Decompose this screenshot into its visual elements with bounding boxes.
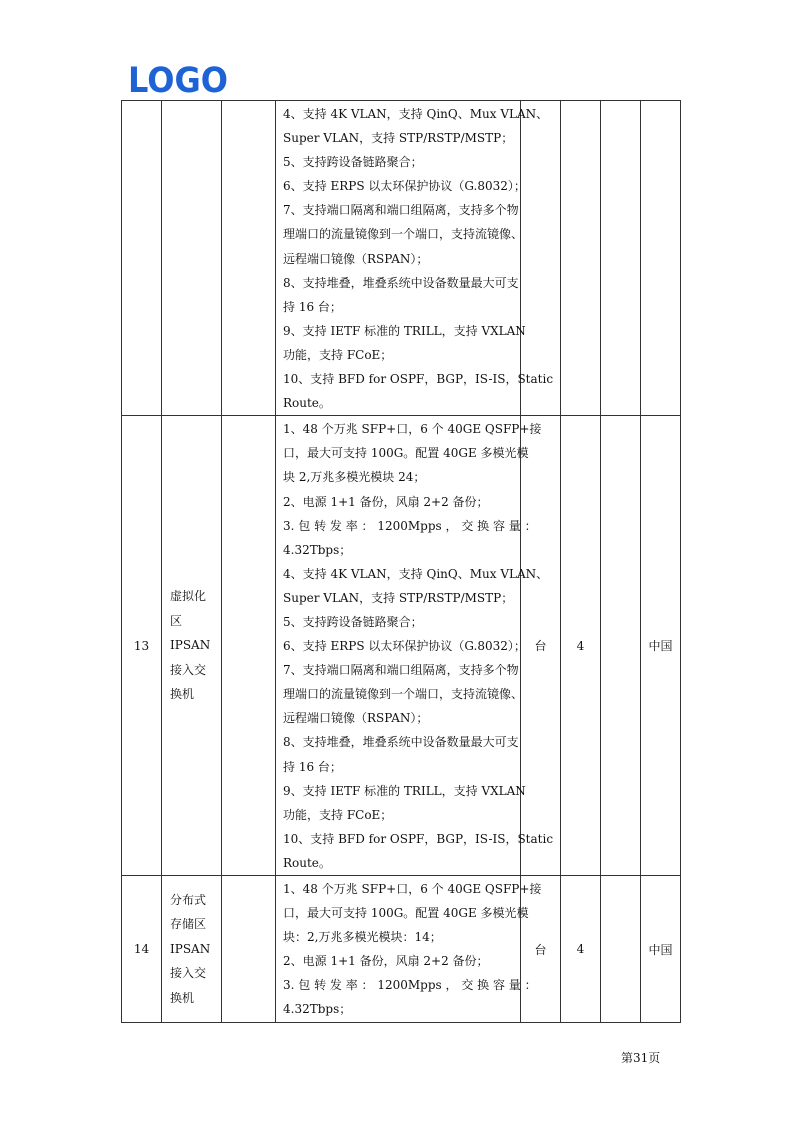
unit-cell: 台 bbox=[521, 876, 561, 1023]
spec-line: 块：2,万兆多模光模块：14； bbox=[283, 930, 442, 945]
logo bbox=[128, 61, 230, 101]
origin-cell: 中国 bbox=[641, 416, 681, 876]
spec-line: 4.32Tbps； bbox=[283, 542, 352, 557]
spec-line: 4、支持 4K VLAN，支持 QinQ、Mux VLAN、 bbox=[283, 107, 549, 121]
spec-line: 1、48 个万兆 SFP+口，6 个 40GE QSFP+接 bbox=[283, 422, 542, 437]
spec-line: 7、支持端口隔离和端口组隔离，支持多个物 bbox=[283, 663, 519, 678]
svg-text:LOGO: LOGO bbox=[128, 61, 228, 101]
spec-line: 2、电源 1+1 备份，风扇 2+2 备份； bbox=[283, 494, 489, 509]
brand-cell bbox=[222, 416, 276, 876]
spec-line: 4.32Tbps； bbox=[283, 1002, 352, 1017]
spec-line: 块 2,万兆多模光模块 24； bbox=[283, 470, 426, 485]
spec-line: 6、支持 ERPS 以太环保护协议（G.8032）； bbox=[283, 179, 526, 194]
unit-cell: 台 bbox=[521, 416, 561, 876]
spec-line: 7、支持端口隔离和端口组隔离，支持多个物 bbox=[283, 203, 519, 218]
spec-line: 3. 包 转 发 率 ： 1200Mpps ， 交 换 容 量 ： bbox=[283, 518, 537, 533]
spec-description-cell bbox=[276, 416, 554, 876]
spec-line: 持 16 台； bbox=[283, 759, 342, 774]
quantity-cell: 4 bbox=[561, 876, 601, 1023]
spec-line: 理端口的流量镜像到一个端口，支持流镜像、 bbox=[283, 227, 524, 242]
price-cell bbox=[601, 876, 641, 1023]
spec-line: 3. 包 转 发 率 ： 1200Mpps ， 交 换 容 量 ： bbox=[283, 978, 537, 993]
spec-line: 4、支持 4K VLAN，支持 QinQ、Mux VLAN、 bbox=[283, 566, 549, 581]
quantity-cell: 4 bbox=[561, 416, 601, 876]
item-name-line: IPSAN bbox=[170, 941, 211, 956]
quantity-cell bbox=[561, 101, 601, 416]
spec-line: Route。 bbox=[283, 855, 331, 870]
spec-line: 理端口的流量镜像到一个端口，支持流镜像、 bbox=[283, 687, 524, 702]
spec-line: 10、支持 BFD for OSPF，BGP，IS-IS，Static bbox=[283, 831, 554, 846]
item-name-line: 换机 bbox=[170, 990, 195, 1005]
spec-line: 10、支持 BFD for OSPF，BGP，IS-IS，Static bbox=[283, 372, 554, 387]
item-name-line: 分布式 bbox=[170, 892, 207, 907]
origin-cell bbox=[641, 101, 681, 416]
item-number-cell: 14 bbox=[122, 876, 162, 1023]
unit-cell bbox=[521, 101, 561, 416]
item-name-line: 区 bbox=[170, 613, 183, 628]
table-row bbox=[122, 416, 681, 876]
spec-line: 5、支持跨设备链路聚合； bbox=[283, 614, 423, 629]
spec-line: Route。 bbox=[283, 396, 331, 411]
spec-line: 8、支持堆叠，堆叠系统中设备数量最大可支 bbox=[283, 275, 519, 290]
item-name-cell bbox=[162, 101, 222, 416]
spec-line: 8、支持堆叠，堆叠系统中设备数量最大可支 bbox=[283, 735, 519, 750]
spec-line: 远程端口镜像（RSPAN）； bbox=[283, 711, 429, 726]
spec-line: 2、电源 1+1 备份，风扇 2+2 备份； bbox=[283, 954, 489, 969]
brand-cell bbox=[222, 101, 276, 416]
item-number-cell bbox=[122, 101, 162, 416]
spec-line: 5、支持跨设备链路聚合； bbox=[283, 155, 423, 170]
spec-line: 口，最大可支持 100G。配置 40GE 多模光模 bbox=[283, 446, 529, 461]
table-row bbox=[122, 876, 681, 1023]
spec-line: 口，最大可支持 100G。配置 40GE 多模光模 bbox=[283, 906, 529, 921]
spec-line: Super VLAN，支持 STP/RSTP/MSTP； bbox=[283, 131, 514, 146]
item-name-line: 换机 bbox=[170, 687, 195, 702]
spec-line: 9、支持 IETF 标准的 TRILL，支持 VXLAN bbox=[283, 783, 526, 798]
spec-table bbox=[121, 100, 681, 1023]
item-name-cell bbox=[162, 416, 222, 876]
item-number-cell: 13 bbox=[122, 416, 162, 876]
spec-line: 功能，支持 FCoE； bbox=[283, 807, 393, 822]
price-cell bbox=[601, 416, 641, 876]
page-number: 第31页 bbox=[621, 1051, 661, 1065]
item-name-line: IPSAN bbox=[170, 638, 211, 653]
brand-cell bbox=[222, 876, 276, 1023]
spec-description-cell bbox=[276, 876, 542, 1023]
origin-cell: 中国 bbox=[641, 876, 681, 1023]
spec-line: 6、支持 ERPS 以太环保护协议（G.8032）； bbox=[283, 639, 526, 654]
item-name-line: 存储区 bbox=[170, 917, 207, 932]
spec-line: Super VLAN，支持 STP/RSTP/MSTP； bbox=[283, 590, 514, 605]
item-name-line: 虚拟化 bbox=[170, 589, 207, 604]
item-name-line: 接入交 bbox=[170, 662, 207, 677]
table-row bbox=[122, 101, 681, 416]
spec-line: 9、支持 IETF 标准的 TRILL，支持 VXLAN bbox=[283, 323, 526, 338]
price-cell bbox=[601, 101, 641, 416]
spec-line: 远程端口镜像（RSPAN）； bbox=[283, 251, 429, 266]
spec-line: 功能，支持 FCoE； bbox=[283, 347, 393, 362]
spec-line: 1、48 个万兆 SFP+口，6 个 40GE QSFP+接 bbox=[283, 882, 542, 896]
spec-line: 持 16 台； bbox=[283, 299, 342, 314]
spec-description-cell bbox=[276, 101, 554, 416]
item-name-cell bbox=[162, 876, 222, 1023]
item-name-line: 接入交 bbox=[170, 966, 207, 981]
